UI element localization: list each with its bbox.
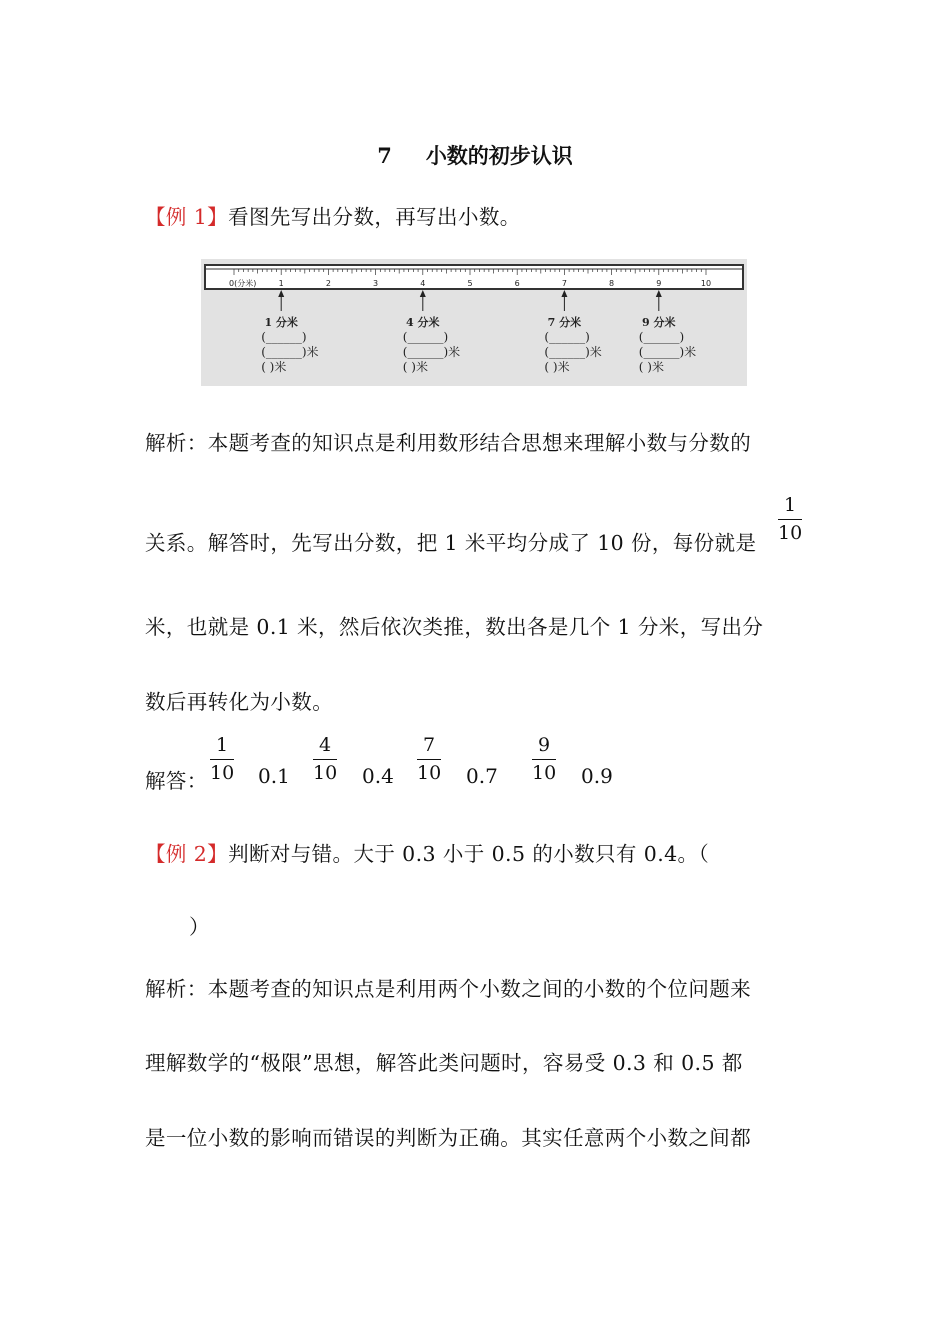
answer-label: 解答： — [145, 769, 208, 793]
page-title — [0, 140, 950, 170]
answer-fraction — [532, 736, 556, 783]
answer-fraction — [313, 736, 337, 783]
arrow-label: 1 分米 — [264, 316, 298, 329]
ruler-tick-label: 5 — [467, 279, 473, 288]
example1-question: 看图先写出分数，再写出小数。 — [228, 205, 521, 229]
ruler-tick-label: 10 — [700, 279, 712, 288]
blank-line: (______)米 — [544, 345, 602, 359]
ruler-tick-label: 2 — [325, 279, 331, 288]
blank-line: (______) — [261, 330, 307, 344]
example2-question-line — [145, 837, 709, 867]
ruler-tick-label: 7 — [561, 279, 567, 288]
ruler-figure — [201, 259, 747, 386]
answer-denominator: 10 — [532, 762, 557, 784]
example1-analysis-line1: 解析：本题考查的知识点是利用数形结合思想来理解小数与分数的 — [145, 431, 752, 455]
answer-decimal: 0.4 — [362, 764, 394, 788]
blank-line: (______) — [544, 330, 590, 344]
answer-numerator: 9 — [532, 736, 556, 760]
blank-line: (______) — [638, 330, 685, 344]
section-number: 7 — [377, 143, 392, 168]
example2-question-end: ） — [189, 915, 210, 939]
blank-line: (______) — [402, 330, 449, 344]
example2-analysis-line3: 是一位小数的影响而错误的判断为正确。其实任意两个小数之间都 — [145, 1126, 752, 1150]
answer-numerator: 1 — [210, 736, 234, 760]
answer-decimal: 0.9 — [581, 764, 613, 788]
ruler-tick-label: 9 — [656, 279, 662, 288]
example1-analysis-line4: 数后再转化为小数。 — [145, 690, 334, 714]
blank-line: ( )米 — [261, 360, 287, 374]
blank-line: ( )米 — [544, 360, 570, 374]
example2-tag: 【例 2】 — [145, 842, 229, 866]
answer-numerator: 7 — [417, 736, 441, 760]
analysis-fraction — [778, 496, 802, 543]
answer-decimal: 0.1 — [258, 764, 290, 788]
example2-question: 判断对与错。大于 0.3 小于 0.5 的小数只有 0.4。（ — [228, 842, 710, 866]
answer-fraction — [210, 736, 234, 783]
ruler-tick-label: 1 — [278, 279, 284, 288]
answer-decimal: 0.7 — [466, 764, 498, 788]
blank-line: (______)米 — [402, 345, 461, 359]
example1-question-line — [145, 200, 521, 230]
fraction-denominator: 10 — [778, 522, 803, 544]
answer-numerator: 4 — [313, 736, 337, 760]
arrow-label: 7 分米 — [547, 316, 582, 329]
example2-analysis-line1: 解析：本题考查的知识点是利用两个小数之间的小数的个位问题来 — [145, 977, 752, 1001]
example1-tag: 【例 1】 — [145, 205, 229, 229]
section-title: 小数的初步认识 — [425, 143, 573, 168]
arrow-label: 4 分米 — [406, 316, 440, 329]
example1-analysis-line2: 关系。解答时，先写出分数，把 1 米平均分成了 10 份，每份就是 — [145, 531, 757, 555]
example1-analysis-line3: 米，也就是 0.1 米，然后依次类推，数出各是几个 1 分米，写出分 — [145, 615, 764, 639]
example2-analysis-line2: 理解数学的“极限”思想，解答此类问题时，容易受 0.3 和 0.5 都 — [145, 1051, 743, 1075]
blank-line: (______)米 — [638, 345, 697, 359]
ruler-tick-label: 4 — [420, 279, 426, 288]
arrow-label: 9 分米 — [642, 316, 676, 329]
answer-denominator: 10 — [313, 762, 338, 784]
answer-denominator: 10 — [417, 762, 442, 784]
ruler-start-label: 0(分米) — [229, 279, 257, 288]
ruler-tick-label: 6 — [514, 279, 520, 288]
fraction-numerator: 1 — [778, 496, 802, 520]
blank-line: ( )米 — [402, 360, 428, 374]
answer-fraction — [417, 736, 441, 783]
blank-line: (______)米 — [261, 345, 319, 359]
answer-denominator: 10 — [210, 762, 235, 784]
ruler-tick-label: 8 — [609, 279, 615, 288]
blank-line: ( )米 — [638, 360, 664, 374]
ruler-tick-label: 3 — [373, 279, 379, 288]
